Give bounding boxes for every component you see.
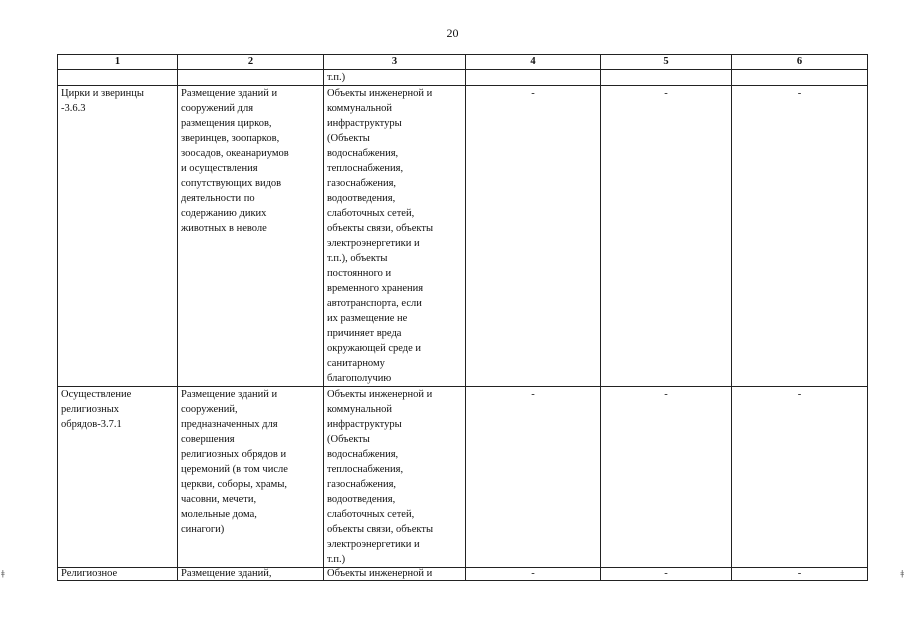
permitted-objects: Объекты инженерной и xyxy=(324,568,466,581)
column-4-value: - xyxy=(466,387,601,568)
column-header-3: 3 xyxy=(324,55,466,70)
scan-edge-mark-left: ǂ xyxy=(1,569,5,578)
column-4-value: - xyxy=(466,568,601,581)
column-6-value: - xyxy=(732,568,868,581)
column-header-6: 6 xyxy=(732,55,868,70)
use-type-name: Религиозное xyxy=(58,568,178,581)
column-6-value: - xyxy=(732,387,868,568)
table-cell xyxy=(466,70,601,86)
table-cell xyxy=(58,70,178,86)
use-type-name: Осуществление религиозных обрядов-3.7.1 xyxy=(58,387,178,568)
table-row xyxy=(58,387,868,568)
column-header-4: 4 xyxy=(466,55,601,70)
column-6-value: - xyxy=(732,86,868,387)
scan-edge-mark-right: ǂ xyxy=(900,569,904,578)
column-5-value: - xyxy=(601,387,732,568)
use-type-name: Цирки и зверинцы -3.6.3 xyxy=(58,86,178,387)
column-5-value: - xyxy=(601,568,732,581)
permitted-objects: Объекты инженерной и коммунальной инфраструктуры (Объекты водоснабжения, теплоснабжения, газоснабжения, водоотведения, слаботочных сетей, объекты связи, объекты электроэнергетики и т.п.) xyxy=(324,387,466,568)
table-cell xyxy=(178,70,324,86)
table-row-continuation xyxy=(58,70,868,86)
column-header-1: 1 xyxy=(58,55,178,70)
column-header-5: 5 xyxy=(601,55,732,70)
use-type-description: Размещение зданий и сооружений, предназначенных для совершения религиозных обрядов и церемоний (в том числе церкви, соборы, храмы, часовни, мечети, молельные дома, синагоги) xyxy=(178,387,324,568)
table-row xyxy=(58,86,868,387)
column-header-2: 2 xyxy=(178,55,324,70)
table-cell xyxy=(732,70,868,86)
table-cell: т.п.) xyxy=(324,70,466,86)
use-type-description: Размещение зданий, xyxy=(178,568,324,581)
permitted-objects: Объекты инженерной и коммунальной инфраструктуры (Объекты водоснабжения, теплоснабжения, газоснабжения, водоотведения, слаботочных сетей, объекты связи, объекты электроэнергетики и т.п.), объекты постоянного и временного хранения автотранспорта, если их размещение не причиняет вреда окружающей среде и санитарному благополучию xyxy=(324,86,466,387)
table-header-row xyxy=(58,55,868,70)
land-use-table xyxy=(57,54,868,581)
use-type-description: Размещение зданий и сооружений для размещения цирков, зверинцев, зоопарков, зоосадов, океанариумов и осуществления сопутствующих видов деятельности по содержанию диких животных в неволе xyxy=(178,86,324,387)
column-5-value: - xyxy=(601,86,732,387)
table-row xyxy=(58,568,868,581)
column-4-value: - xyxy=(466,86,601,387)
table-cell xyxy=(601,70,732,86)
page-number: 20 xyxy=(446,26,459,40)
